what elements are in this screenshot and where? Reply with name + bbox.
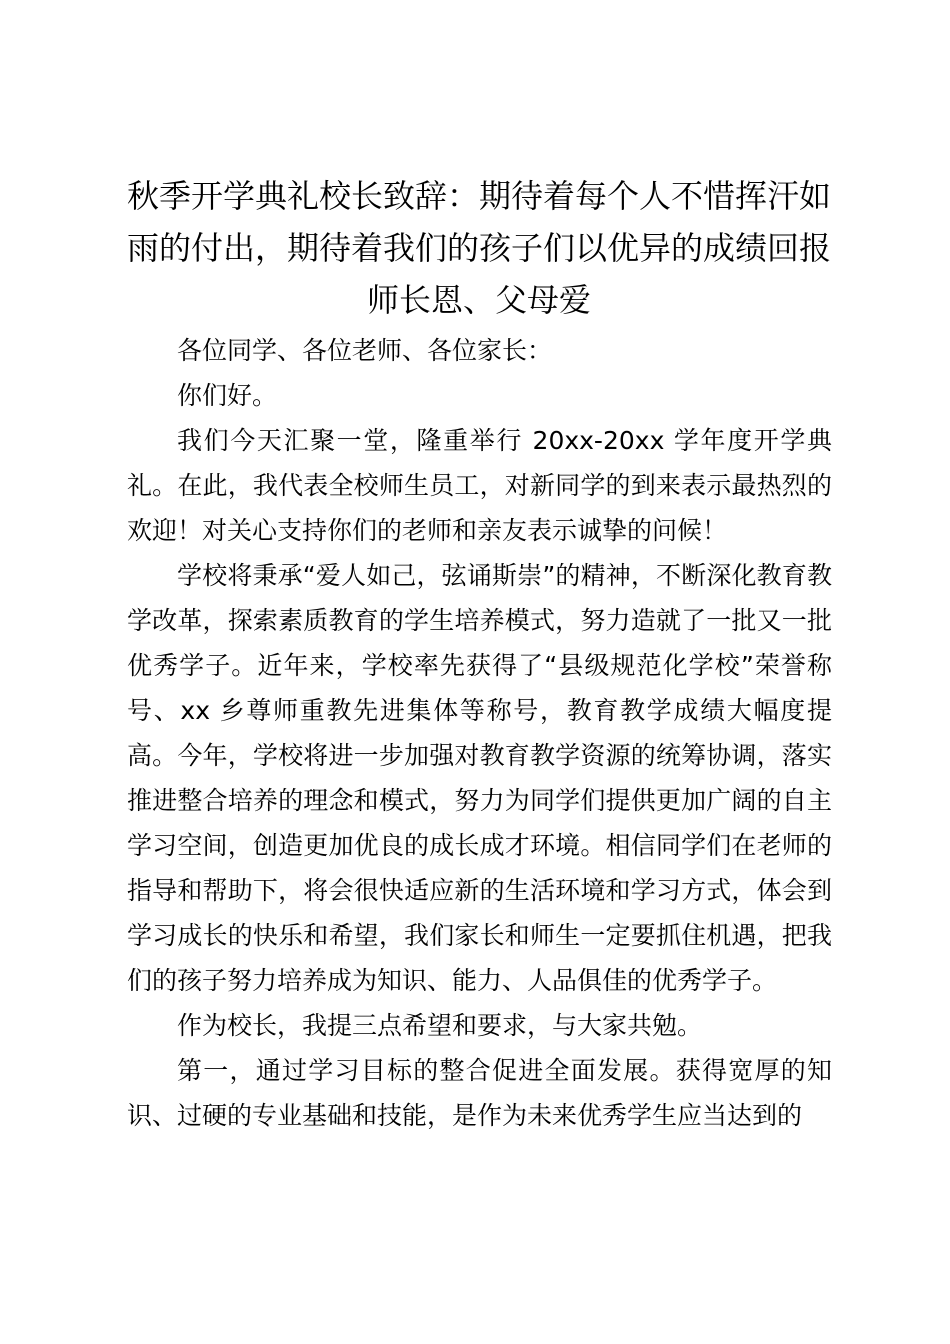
document-title: 秋季开学典礼校长致辞：期待着每个人不惜挥汗如雨的付出，期待着我们的孩子们以优异的成绩回报师长恩、父母爱 [126, 177, 831, 319]
document-body [127, 328, 832, 1138]
greeting-paragraph: 你们好。 [177, 381, 278, 410]
body-paragraph: 作为校长，我提三点希望和要求，与大家共勉。 [177, 1011, 703, 1040]
body-paragraph: 第一，通过学习目标的整合促进全面发展。获得宽厚的知识、过硬的专业基础和技能，是作为未来优秀学生应当达到的 [127, 1056, 832, 1130]
body-paragraph: 我们今天汇聚一堂，隆重举行 20xx-20xx 学年度开学典礼。在此，我代表全校师生员工，对新同学的到来表示最热烈的欢迎！对关心支持你们的老师和亲友表示诚挚的问候！ [127, 426, 832, 545]
body-paragraph: 学校将秉承“爱人如己，弦诵斯崇”的精神，不断深化教育教学改革，探索素质教育的学生培养模式，努力造就了一批又一批优秀学子。近年来，学校率先获得了“县级规范化学校”荣誉称号、xx 乡尊师重教先进集体等称号，教育教学成绩大幅度提高。今年，学校将进一步加强对教育教学资源的统筹协调，落实推进整合培养的理念和模式，努力为同学们提供更加广阔的自主学习空间，创造更加优良的成长成才环境。相信同学们在老师的指导和帮助下，将会很快适应新的生活环境和学习方式，体会到学习成长的快乐和希望，我们家长和师生一定要抓住机遇，把我们的孩子努力培养成为知识、能力、人品俱佳的优秀学子。 [127, 561, 832, 995]
salutation-paragraph: 各位同学、各位老师、各位家长： [177, 336, 553, 365]
